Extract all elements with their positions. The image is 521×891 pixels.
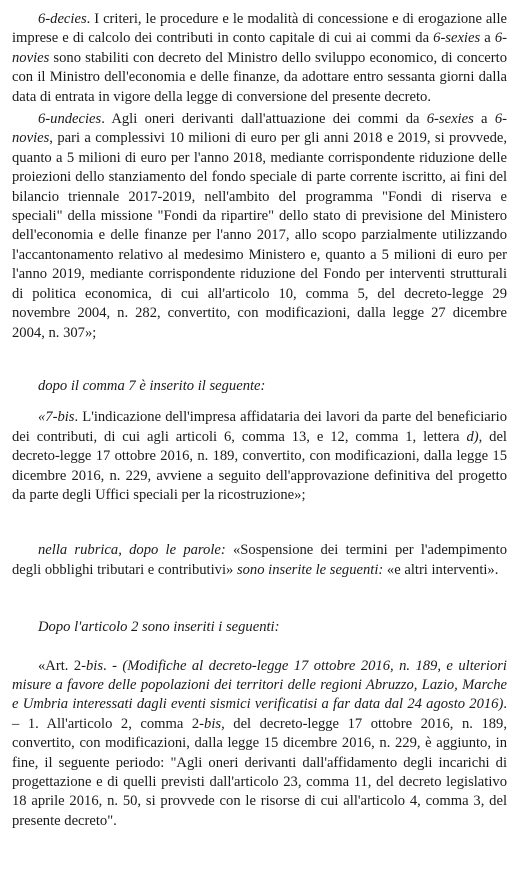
- spacer: [12, 396, 507, 408]
- instruction-comma-7: dopo il comma 7 è inserito il seguente:: [38, 377, 266, 394]
- paragraph-6-undecies: 6-undecies. Agli oneri derivanti dall'attuazione dei commi da 6-sexies a 6-novies, pari a complessivi 10 milioni di euro per gli anni 2018 e 2019, si provvede, quanto a 5 milioni di euro per l'anno 2018, mediante corrispondente riduzione delle proiezioni dello stanziamento del fondo speciale di parte corrente iscritto, ai fini del bilancio triennale 2017-2019, nell'ambito del programma "Fondi di riserva e speciali" della missione "Fondi da ripartire" dello stato di previsione del Ministero dell'economia e delle finanze per l'anno 2017, allo scopo parzialmente utilizzando l'accantonamento relativo al medesimo Ministero e, quanto a 5 milioni di euro per l'anno 2019, mediante corrispondente riduzione del Fondo per interventi strutturali di politica economica, di cui all'articolo 10, comma 5, del decreto-legge 29 novembre 2004, n. 282, convertito, con modificazioni, dalla legge 27 dicembre 2004, n. 307»;: [12, 111, 507, 341]
- instruction-rubrica: nella rubrica, dopo le parole: «Sospensione dei termini per l'adempimento degli obblighi tributari e contributivi» sono inserite le seguenti: «e altri interventi».: [12, 542, 507, 578]
- spacer: [12, 638, 507, 657]
- term-6-undecies: 6-undecies: [38, 111, 102, 128]
- paragraph-art-2-bis: «Art. 2-bis. - (Modifiche al decreto-legge 17 ottobre 2016, n. 189, e ulteriori misure a favore delle popolazioni dei territori delle regioni Abruzzo, Lazio, Marche e Umbria interessati dagli eventi sismici verificatisi a far data dal 24 agosto 2016). – 1. All'articolo 2, comma 2-bis, del decreto-legge 17 ottobre 2016, n. 189, convertito, con modificazioni, dalla legge 15 dicembre 2016, n. 229, è aggiunto, in fine, il seguente periodo: "Agli oneri derivanti dall'affidamento degli incarichi di progettazione e di quelli previsti dall'articolo 23, comma 11, del decreto legislativo 18 aprile 2016, n. 50, si provvede con le risorse di cui all'articolo 4, comma 3, del presente decreto".: [12, 657, 507, 829]
- term-6-decies: 6-decies: [38, 11, 87, 27]
- paragraph-6-decies: 6-decies. I criteri, le procedure e le modalità di concessione e di erogazione alle imprese e di calcolo dei contributi in conto capitale di cui ai commi da 6-sexies a 6-novies sono stabiliti con decreto del Ministro dello sviluppo economico, di concerto con il Ministro dell'economia e delle finanze, da adottare entro sessanta giorni dalla data di entrata in vigore della legge di conversione del presente decreto.: [12, 11, 507, 105]
- spacer: [12, 505, 507, 541]
- paragraph-7-bis: «7-bis. L'indicazione dell'impresa affidataria dei lavori da parte del beneficiario dei contributi, di cui agli articoli 6, comma 13, e 12, comma 1, lettera d), del decreto-legge 17 ottobre 2016, n. 189, convertito, con modificazioni, dalla legge 15 dicembre 2016, n. 229, avviene a seguito dell'approvazione definitiva del progetto da parte degli Uffici speciali per la ricostruzione»;: [12, 409, 507, 503]
- spacer: [12, 343, 507, 377]
- instruction-articolo-2: Dopo l'articolo 2 sono inseriti i seguenti:: [38, 619, 280, 636]
- art-2-bis-heading: (Modifiche al decreto-legge 17 ottobre 2016, n. 189, e ulteriori misure a favore delle popolazioni dei territori delle regioni Abruzzo, Lazio, Marche e Umbria interessati dagli eventi sismici verificatisi a far data dal 24 agosto 2016): [12, 657, 507, 713]
- term-7-bis: «7-bis: [38, 409, 75, 426]
- spacer: [12, 580, 507, 618]
